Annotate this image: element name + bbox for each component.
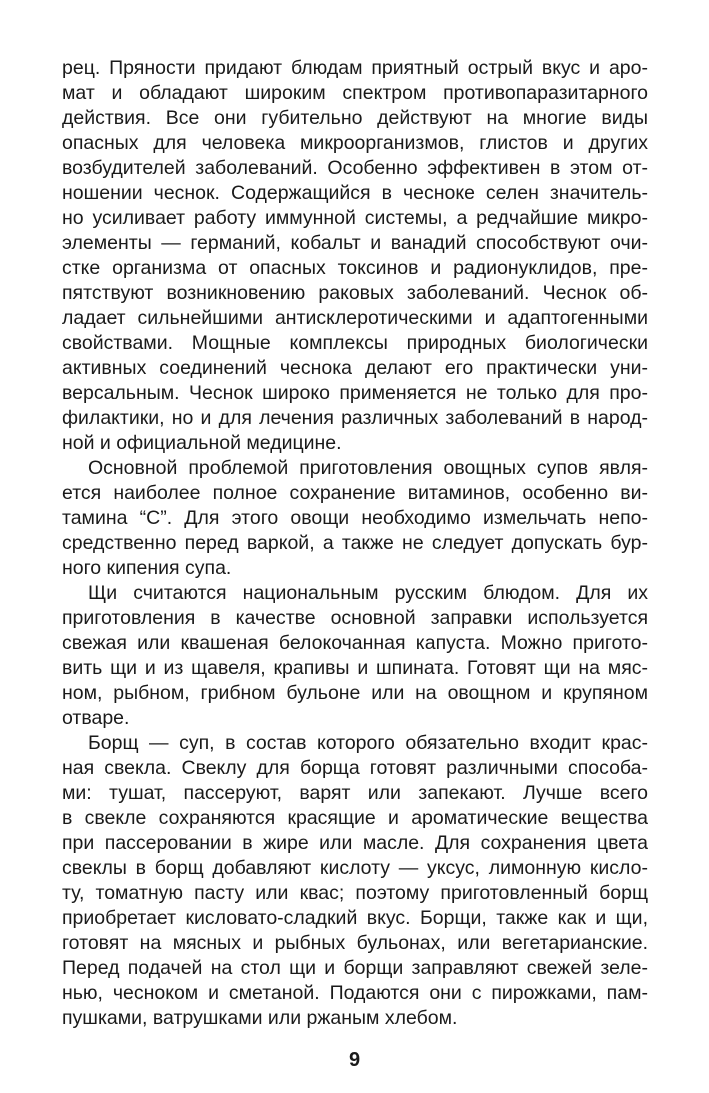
text-line: Щи считаются национальным русским блюдом. Для их — [88, 582, 648, 604]
text-line: приобретает кисловато-сладкий вкус. Борщи, также как и щи, — [62, 907, 648, 929]
text-line: опасных для человека микроорганизмов, глистов и других — [62, 132, 648, 154]
text-line: средственно перед варкой, а также не следует допускать бур- — [62, 532, 648, 554]
text-line: стке организма от опасных токсинов и радионуклидов, пре- — [62, 257, 648, 279]
text-line: мат и обладают широким спектром противопаразитарного — [62, 82, 648, 104]
text-line: ной и официальной медицине. — [62, 432, 342, 454]
text-line: готовят на мясных и рыбных бульонах, или вегетарианские. — [62, 932, 648, 954]
text-line: филактики, но и для лечения различных заболеваний в народ- — [62, 407, 648, 429]
text-line: в свекле сохраняются красящие и ароматические вещества — [62, 807, 648, 829]
text-line: элементы — германий, кобальт и ванадий способствуют очи- — [62, 232, 648, 254]
text-line: пятствуют возникновению раковых заболеваний. Чеснок об- — [62, 282, 648, 304]
text-line: ми: тушат, пассеруют, варят или запекают. Лучше всего — [62, 782, 648, 804]
text-line: ладает сильнейшими антисклеротическими и адаптогенными — [62, 307, 648, 329]
text-line: при пассеровании в жире или масле. Для сохранения цвета — [62, 832, 648, 854]
text-line: Основной проблемой приготовления овощных супов явля- — [88, 457, 648, 479]
paragraph-shchi — [62, 581, 648, 731]
text-line: Перед подачей на стол щи и борщи заправляют свежей зеле- — [62, 957, 648, 979]
text-line: но усиливает работу иммунной системы, а редчайшие микро- — [62, 207, 648, 229]
paragraph-spices — [62, 56, 648, 456]
body-text — [62, 56, 648, 1031]
text-line: Борщ — суп, в состав которого обязательно входит крас- — [88, 732, 648, 754]
text-line: версальным. Чеснок широко применяется не только для про- — [62, 382, 648, 404]
text-line: приготовления в качестве основной заправки используется — [62, 607, 648, 629]
text-line: пушками, ватрушками или ржаным хлебом. — [62, 1007, 458, 1029]
text-line: вить щи и из щавеля, крапивы и шпината. Готовят щи на мяс- — [62, 657, 648, 679]
text-line: ношении чеснок. Содержащийся в чесноке селен значитель- — [62, 182, 648, 204]
text-line: нью, чесноком и сметаной. Подаются они с пирожками, пам- — [62, 982, 648, 1004]
text-line: ном, рыбном, грибном бульоне или на овощном и крупяном — [62, 682, 648, 704]
paragraph-borscht — [62, 731, 648, 1031]
text-line: отваре. — [62, 707, 130, 729]
text-line: ного кипения супа. — [62, 557, 232, 579]
text-line: ется наиболее полное сохранение витаминов, особенно ви- — [62, 482, 648, 504]
text-line: ная свекла. Свеклу для борща готовят различными способа- — [62, 757, 648, 779]
text-line: возбудителей заболеваний. Особенно эффективен в этом от- — [62, 157, 648, 179]
text-line: ту, томатную пасту или квас; поэтому приготовленный борщ — [62, 882, 648, 904]
text-line: свойствами. Мощные комплексы природных биологически — [62, 332, 648, 354]
text-line: свеклы в борщ добавляют кислоту — уксус, лимонную кисло- — [62, 857, 648, 879]
text-line: рец. Пряности придают блюдам приятный острый вкус и аро- — [62, 57, 648, 79]
page-number: 9 — [348, 1049, 361, 1071]
text-line: тамина “С”. Для этого овощи необходимо измельчать непо- — [62, 507, 648, 529]
paragraph-vegetable-soups — [62, 456, 648, 581]
text-line: активных соединений чеснока делают его практически уни- — [62, 357, 648, 379]
text-line: действия. Все они губительно действуют на многие виды — [62, 107, 648, 129]
text-line: свежая или квашеная белокочанная капуста. Можно пригото- — [62, 632, 648, 654]
